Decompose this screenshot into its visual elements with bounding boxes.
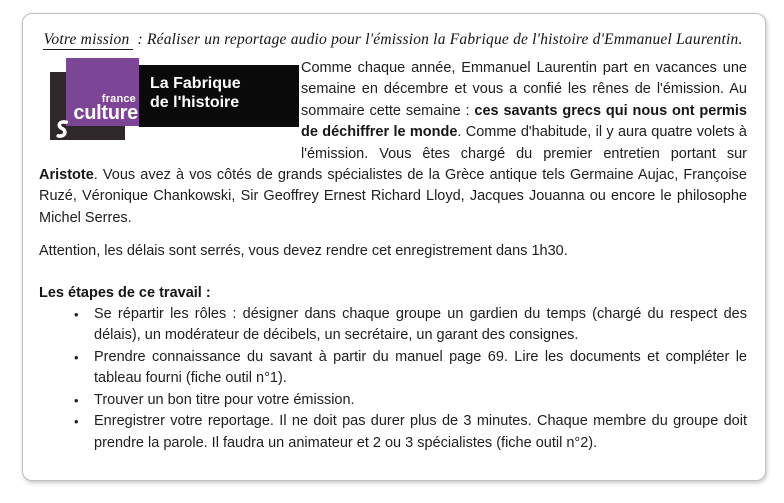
logo-france-label: france: [101, 93, 136, 105]
program-title-plate: [139, 65, 299, 127]
steps-heading: Les étapes de ce travail :: [39, 284, 211, 301]
page-title: [42, 26, 744, 53]
steps-list: [39, 304, 747, 454]
step-text: Enregistrer votre reportage. Il ne doit pas durer plus de 3 minutes. Chaque membre du groupe doit prendre la parole. Il faudra un animateur et 2 ou 3 spécialistes (fiche outil n°2).: [94, 413, 747, 451]
france-culture-logo: [39, 58, 301, 158]
list-item: [39, 390, 747, 411]
intro-paragraph: [39, 58, 747, 229]
step-text: Trouver un bon titre pour votre émission.: [94, 391, 355, 408]
intro-text-2: . Comme d'habitude, il y aura quatre volets à l'émission. Vous êtes chargé du premier entretien portant sur: [301, 124, 748, 162]
step-text: Se répartir les rôles : désigner dans chaque groupe un gardien du temps (chargé du respect des délais), un modérateur de décibels, un secrétaire, un garant des consignes.: [94, 306, 747, 344]
intro-text-3: . Vous avez à vos côtés de grands spécialistes de la Grèce antique tels Germaine Aujac, Françoise Ruzé, Véronique Chankowski, Sir Geoffrey Ernest Richard Lloyd, Jacques Jouanna ou encore le philosophe Michel Serres.: [39, 167, 747, 226]
bullet-icon: •: [74, 392, 79, 408]
intro-text-1: Comme chaque année, Emmanuel Laurentin part en vacances une semaine en décembre et vous a confié les rênes de l'émission. Au sommaire cette semaine :: [301, 60, 747, 119]
step-text: Prendre connaissance du savant à partir du manuel page 69. Lire les documents et compléter le tableau fourni (fiche outil n°1).: [94, 348, 747, 387]
bullet-icon: •: [74, 349, 79, 365]
logo-purple-square: [66, 58, 139, 126]
list-item: [39, 411, 747, 454]
program-title-line2: de l'histoire: [150, 94, 240, 111]
document-card: [22, 13, 766, 481]
list-item: [39, 304, 747, 347]
title-rest: : Réaliser un reportage audio pour l'émission la Fabrique de l'histoire d'Emmanuel Laurentin.: [133, 31, 743, 48]
intro-bold-aristote: Aristote: [39, 167, 94, 184]
logo-culture-label: culture: [73, 102, 138, 124]
bullet-icon: •: [74, 414, 79, 430]
bullet-icon: •: [74, 307, 79, 323]
intro-bold-theme: ces savants grecs qui nous ont permis de déchiffrer le monde: [301, 102, 747, 141]
title-underlined: Votre mission: [43, 31, 133, 50]
program-title-line1: La Fabrique: [150, 75, 241, 92]
deadline-note: Attention, les délais sont serrés, vous devez rendre cet enregistrement dans 1h30.: [39, 243, 568, 260]
france-culture-curl-icon: [54, 119, 71, 140]
list-item: [39, 347, 747, 390]
